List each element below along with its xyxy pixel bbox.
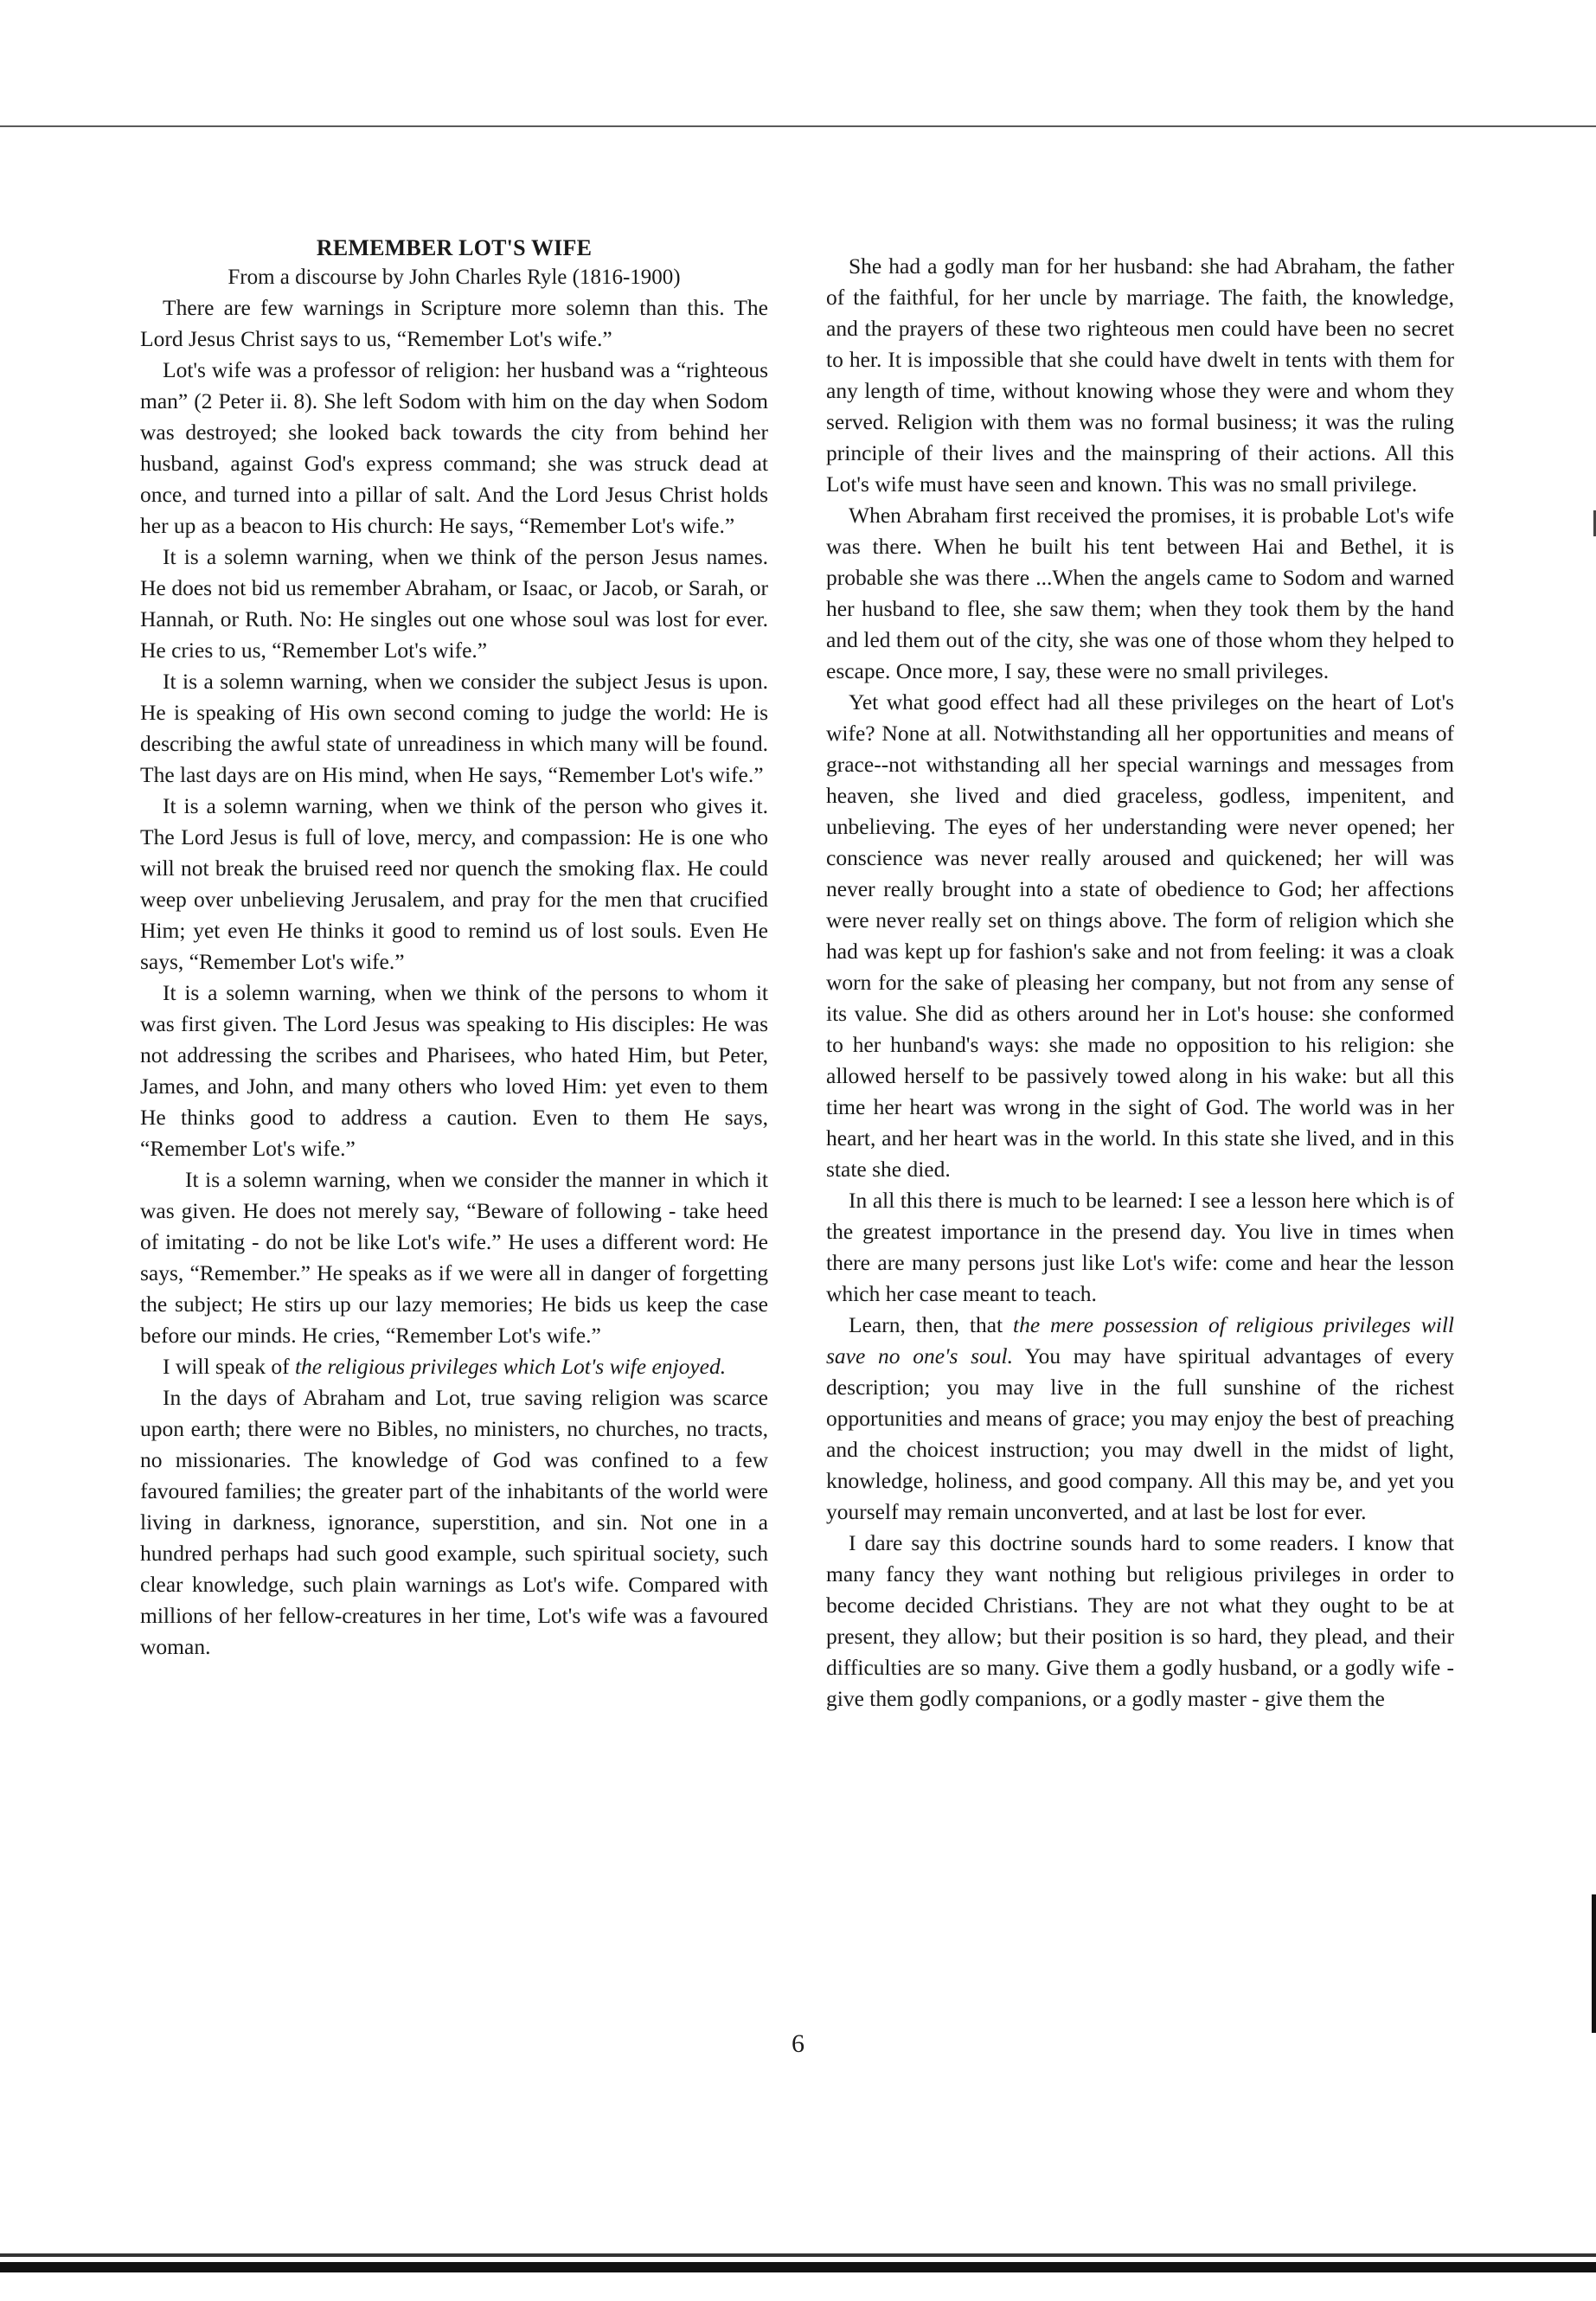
paragraph-rest: You may have spiritual advantages of every description; you may live in the full sunshine of the richest opportunities and means of grace; you may enjoy the best of preaching and the choicest instruction; you may dwell in the midst of light, knowledge, holiness, and good company. All this may be, and yet you yourself may remain unconverted, and at last be lost for ever. <box>826 1343 1454 1524</box>
page-top-edge <box>0 125 1596 127</box>
italic-phrase: the religious privileges which Lot's wife enjoyed. <box>294 1354 727 1379</box>
left-column <box>140 234 768 1663</box>
paragraph: It is a solemn warning, when we think of the persons to whom it was first given. The Lord Jesus was speaking to His disciples: He was not addressing the scribes and Pharisees, who hated Him, but Peter, James, and John, and many others who loved Him: yet even to them He thinks good to address a caution. Even to them He says, “Remember Lot's wife.” <box>140 980 768 1161</box>
paragraph: In all this there is much to be learned: I see a lesson here which is of the greatest importance in the presend day. You live in times when there are many persons just like Lot's wife: come and hear the lesson which her case meant to teach. <box>826 1188 1454 1306</box>
italic-phrase: the mere possession of religious privileges will save no one's soul. <box>826 1312 1454 1368</box>
paragraph: When Abraham first received the promises, it is probable Lot's wife was there. When he built his tent between Hai and Bethel, it is probable she was there ...When the angels came to Sodom and warned her husband to flee, she saw them; when they took them by the hand and led them out of the city, she was one of those whom they helped to escape. Once more, I say, these were no small privileges. <box>826 503 1454 683</box>
page-bottom-edge <box>0 2262 1596 2272</box>
article-title: REMEMBER LOT'S WIFE <box>316 235 593 260</box>
scan-edge-mark <box>1592 1894 1596 2033</box>
paragraph <box>826 1310 1454 1528</box>
paragraph: It is a solemn warning, when we consider the subject Jesus is upon. He is speaking of His own second coming to judge the world: He is describing the awful state of unreadiness in which many will be found. The last days are on His mind, when He says, “Remember Lot's wife.” <box>140 669 768 787</box>
paragraph: It is a solemn warning, when we think of the person Jesus names. He does not bid us remember Abraham, or Isaac, or Jacob, or Sarah, or Hannah, or Ruth. No: He singles out one whose soul was lost for ever. He cries to us, “Remember Lot's wife.” <box>140 544 768 663</box>
paragraph: There are few warnings in Scripture more solemn than this. The Lord Jesus Christ says to us, “Remember Lot's wife.” <box>140 295 768 351</box>
paragraph-lead: I will speak of <box>163 1354 295 1379</box>
paragraph: She had a godly man for her husband: she had Abraham, the father of the faithful, for her uncle by marriage. The faith, the knowledge, and the prayers of these two righteous men could have been no secret to her. It is impossible that she could have dwelt in tents with them for any length of time, without knowing whose they were and whom they served. Religion with them was no formal business; it was the ruling principle of their lives and the mainspring of their actions. All this Lot's wife must have seen and known. This was no small privilege. <box>826 253 1454 497</box>
paragraph: Yet what good effect had all these privileges on the heart of Lot's wife? None at all. Notwithstanding all her opportunities and means of grace--not withstanding all her special warnings and messages from heaven, she lived and died graceless, godless, impenitent, and unbelieving. The eyes of her understanding were never opened; her conscience was never really aroused and quickened; her will was never really brought into a state of obedience to God; her affections were never really set on things above. The form of religion which she had was kept up for fashion's sake and not from feeling: it was a cloak worn for the sake of pleasing her company, but not from any sense of its value. She did as others around her in Lot's house: she conformed to her hunband's ways: she made no opposition to his religion: she allowed herself to be passively towed along in his wake: but all this time her heart was wrong in the sight of God. The world was in her heart, and her heart was in the world. In this state she lived, and in this state she died. <box>826 689 1454 1182</box>
right-column <box>826 251 1454 1715</box>
paragraph: It is a solemn warning, when we think of the person who gives it. The Lord Jesus is full of love, mercy, and compassion: He is one who will not break the bruised reed nor quench the smoking flax. He could weep over unbelieving Jerusalem, and pray for the men that crucified Him; yet even He thinks it good to remind us of lost souls. Even He says, “Remember Lot's wife.” <box>140 793 768 974</box>
article-subtitle: From a discourse by John Charles Ryle (1816-1900) <box>228 266 681 289</box>
paragraph: It is a solemn warning, when we consider the manner in which it was given. He does not merely say, “Beware of following - take heed of imitating - do not be like Lot's wife.” He uses a different word: He says, “Remember.” He speaks as if we were all in danger of forgetting the subject; He stirs up our lazy memories; He bids us keep the case before our minds. He cries, “Remember Lot's wife.” <box>140 1167 768 1348</box>
paragraph: Lot's wife was a professor of religion: her husband was a “righteous man” (2 Peter ii. 8). She left Sodom with him on the day when Sodom was destroyed; she looked back towards the city from behind her husband, against God's express command; she was struck dead at once, and turned into a pillar of salt. And the Lord Jesus Christ holds her up as a beacon to His church: He says, “Remember Lot's wife.” <box>140 357 768 538</box>
paragraph: In the days of Abraham and Lot, true saving religion was scarce upon earth; there were no Bibles, no ministers, no churches, no tracts, no missionaries. The knowledge of God was confined to a few favoured families; the greater part of the inhabitants of the world were living in darkness, ignorance, superstition, and sin. Not one in a hundred perhaps had such good example, such spiritual society, such clear knowledge, such plain warnings as Lot's wife. Compared with millions of her fellow-creatures in her time, Lot's wife was a favoured woman. <box>140 1385 768 1659</box>
page-bottom-shadow <box>0 2253 1596 2257</box>
paragraph: I dare say this doctrine sounds hard to some readers. I know that many fancy they want nothing but religious privileges in order to become decided Christians. They are not what they ought to be at present, they allow; but their position is so hard, they plead, and their difficulties are so many. Give them a godly husband, or a godly wife - give them godly companions, or a godly master - give them the <box>826 1530 1454 1711</box>
paragraph <box>140 1351 768 1382</box>
paragraph-lead: Learn, then, that <box>849 1312 1014 1337</box>
page-number: 6 <box>792 2029 804 2058</box>
